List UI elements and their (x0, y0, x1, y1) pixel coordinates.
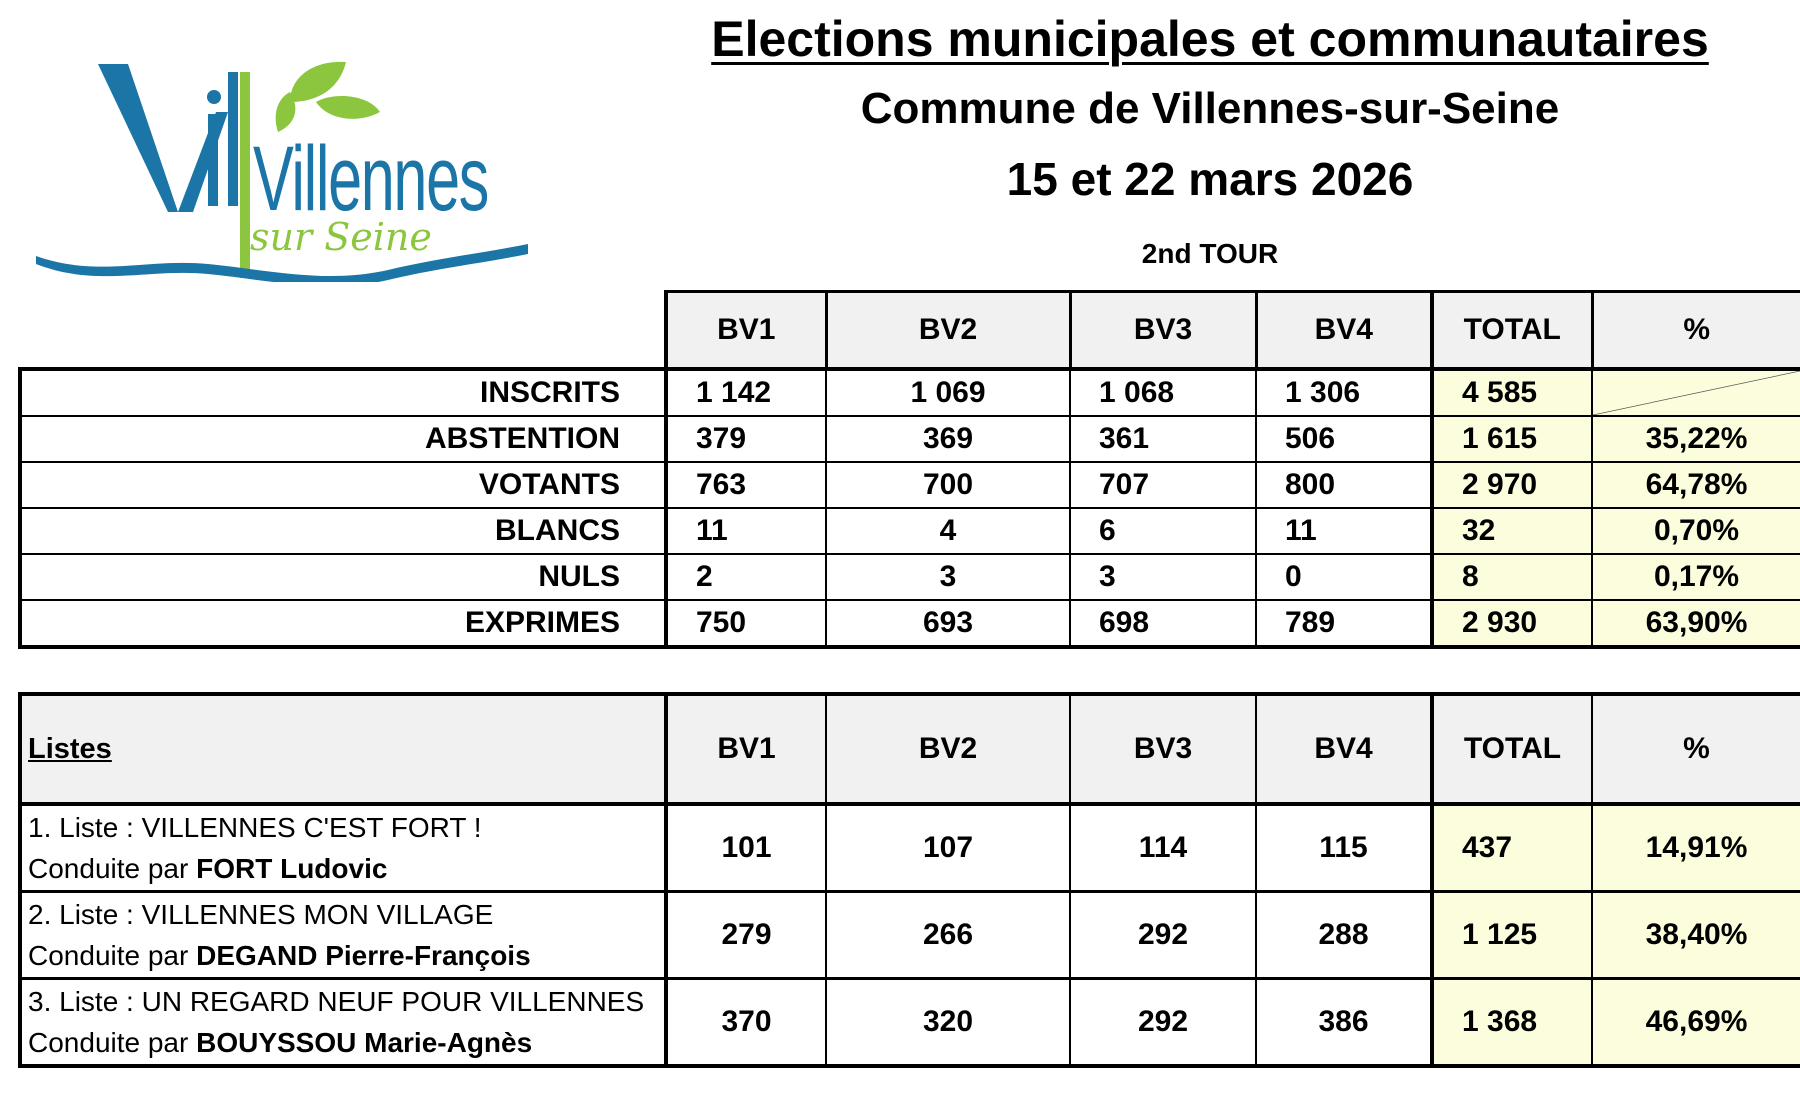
row-label: NULS (20, 554, 666, 600)
list-row-3 (20, 979, 1800, 1067)
participation-table (18, 290, 1800, 649)
list-name-cell (20, 804, 666, 892)
lists-header-row (20, 694, 1800, 804)
row-label: ABSTENTION (20, 416, 666, 462)
list-title: 1. Liste : VILLENNES C'EST FORT ! (28, 812, 482, 843)
logo-graphic (28, 32, 548, 282)
col-header-total: TOTAL (1432, 694, 1592, 804)
corner-cell (20, 292, 666, 370)
cell-bv3: 3 (1070, 554, 1256, 600)
cell-pct: 63,90% (1592, 600, 1800, 647)
list-title: 3. Liste : UN REGARD NEUF POUR VILLENNES (28, 986, 645, 1017)
row-inscrits (20, 369, 1800, 416)
col-header-bv4: BV4 (1256, 292, 1432, 370)
cell-bv4: 288 (1256, 892, 1432, 979)
list-name-cell (20, 979, 666, 1067)
tour-label: 2nd TOUR (1141, 238, 1279, 269)
cell-total: 437 (1432, 804, 1592, 892)
cell-pct-empty (1592, 369, 1800, 416)
col-header-bv1: BV1 (666, 292, 826, 370)
cell-bv2: 320 (826, 979, 1070, 1067)
list-leader: FORT Ludovic (196, 853, 388, 884)
row-label: VOTANTS (20, 462, 666, 508)
cell-bv1: 1 142 (666, 369, 826, 416)
cell-pct: 46,69% (1592, 979, 1800, 1067)
cell-bv2: 693 (826, 600, 1070, 647)
cell-bv2: 369 (826, 416, 1070, 462)
row-label: INSCRITS (20, 369, 666, 416)
cell-bv1: 11 (666, 508, 826, 554)
col-header-bv3: BV3 (1070, 694, 1256, 804)
row-label: EXPRIMES (20, 600, 666, 647)
cell-bv1: 763 (666, 462, 826, 508)
cell-bv3: 114 (1070, 804, 1256, 892)
row-blancs (20, 508, 1800, 554)
list-led-by: Conduite par (28, 853, 197, 884)
list-leader: DEGAND Pierre-François (196, 940, 531, 971)
col-header-pct: % (1592, 694, 1800, 804)
list-led-by: Conduite par (28, 1027, 197, 1058)
cell-bv4: 1 306 (1256, 369, 1432, 416)
cell-bv2: 107 (826, 804, 1070, 892)
list-led-by: Conduite par (28, 940, 197, 971)
cell-bv2: 3 (826, 554, 1070, 600)
col-header-bv2: BV2 (826, 292, 1070, 370)
col-header-bv1: BV1 (666, 694, 826, 804)
cell-bv3: 292 (1070, 979, 1256, 1067)
cell-total: 8 (1432, 554, 1592, 600)
cell-bv4: 789 (1256, 600, 1432, 647)
row-abstention (20, 416, 1800, 462)
cell-bv2: 700 (826, 462, 1070, 508)
cell-bv3: 6 (1070, 508, 1256, 554)
election-dates: 15 et 22 mars 2026 (1006, 153, 1414, 205)
logo-subtext: sur Seine (250, 215, 432, 259)
cell-bv1: 279 (666, 892, 826, 979)
col-header-bv4: BV4 (1256, 694, 1432, 804)
cell-bv2: 4 (826, 508, 1070, 554)
row-votants (20, 462, 1800, 508)
list-row-1 (20, 804, 1800, 892)
logo-text: Villennes (253, 128, 488, 230)
diagonal-line (1593, 371, 1800, 415)
col-header-pct: % (1592, 292, 1800, 370)
cell-total: 1 615 (1432, 416, 1592, 462)
cell-total: 1 368 (1432, 979, 1592, 1067)
cell-bv3: 707 (1070, 462, 1256, 508)
cell-total: 2 930 (1432, 600, 1592, 647)
cell-bv4: 506 (1256, 416, 1432, 462)
participation-header-row (20, 292, 1800, 370)
cell-bv3: 361 (1070, 416, 1256, 462)
row-nuls (20, 554, 1800, 600)
list-leader: BOUYSSOU Marie-Agnès (196, 1027, 533, 1058)
cell-bv3: 1 068 (1070, 369, 1256, 416)
list-title: 2. Liste : VILLENNES MON VILLAGE (28, 899, 494, 930)
cell-bv1: 750 (666, 600, 826, 647)
cell-bv4: 0 (1256, 554, 1432, 600)
cell-bv1: 379 (666, 416, 826, 462)
cell-pct: 64,78% (1592, 462, 1800, 508)
col-header-total: TOTAL (1432, 292, 1592, 370)
cell-bv2: 1 069 (826, 369, 1070, 416)
cell-bv3: 292 (1070, 892, 1256, 979)
cell-pct: 0,70% (1592, 508, 1800, 554)
cell-total: 2 970 (1432, 462, 1592, 508)
page-title: Elections municipales et communautaires (711, 11, 1709, 67)
cell-bv4: 11 (1256, 508, 1432, 554)
row-label: BLANCS (20, 508, 666, 554)
cell-bv4: 115 (1256, 804, 1432, 892)
cell-pct: 38,40% (1592, 892, 1800, 979)
lists-header-label: Listes (20, 694, 666, 804)
commune-name: Commune de Villennes-sur-Seine (860, 84, 1560, 133)
cell-bv4: 800 (1256, 462, 1432, 508)
col-header-bv2: BV2 (826, 694, 1070, 804)
cell-bv1: 2 (666, 554, 826, 600)
cell-bv3: 698 (1070, 600, 1256, 647)
row-exprimes (20, 600, 1800, 647)
cell-total: 32 (1432, 508, 1592, 554)
cell-pct: 14,91% (1592, 804, 1800, 892)
cell-bv1: 370 (666, 979, 826, 1067)
cell-total: 4 585 (1432, 369, 1592, 416)
lists-results-table (18, 692, 1800, 1068)
cell-pct: 0,17% (1592, 554, 1800, 600)
villennes-logo (28, 32, 548, 282)
cell-bv1: 101 (666, 804, 826, 892)
cell-total: 1 125 (1432, 892, 1592, 979)
cell-bv4: 386 (1256, 979, 1432, 1067)
list-row-2 (20, 892, 1800, 979)
col-header-bv3: BV3 (1070, 292, 1256, 370)
list-name-cell (20, 892, 666, 979)
cell-pct: 35,22% (1592, 416, 1800, 462)
cell-bv2: 266 (826, 892, 1070, 979)
